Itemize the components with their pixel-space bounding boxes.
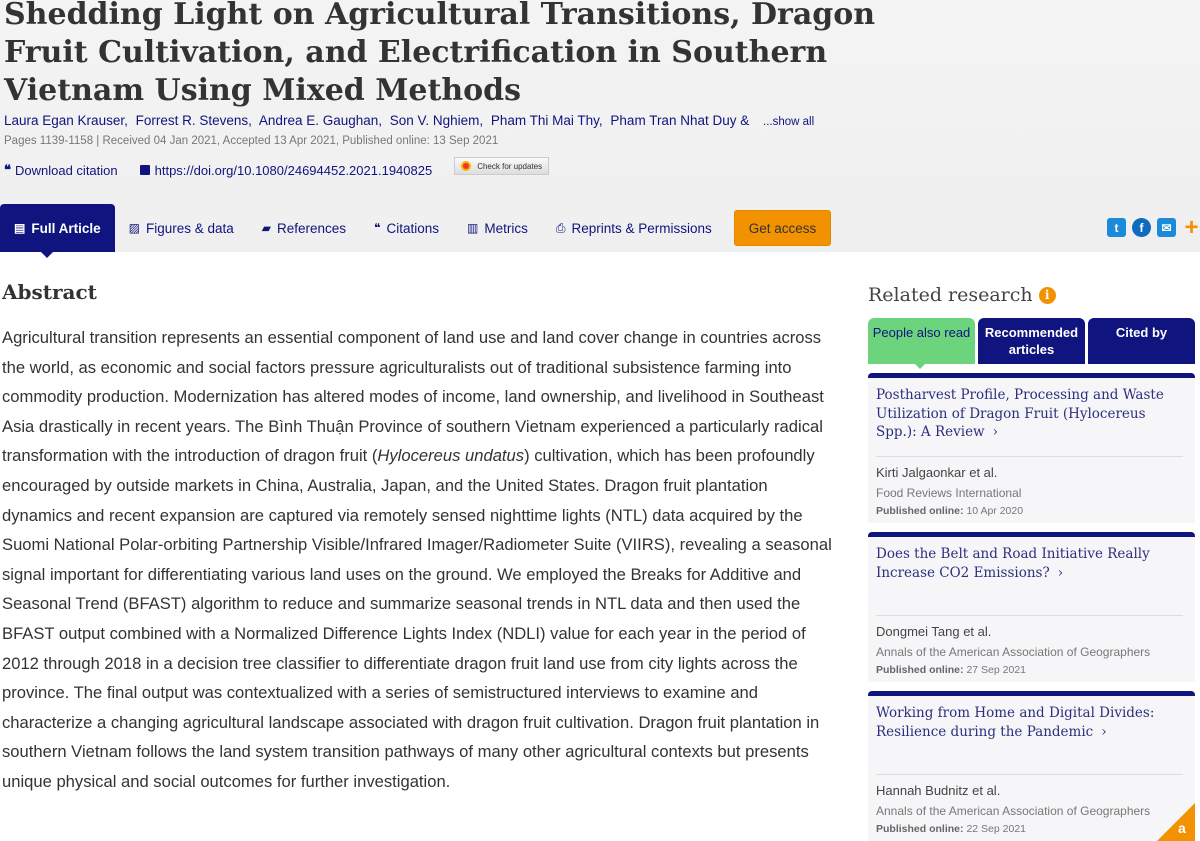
tab-label: Full Article — [31, 220, 101, 236]
related-article-link[interactable] — [876, 704, 1187, 774]
more-share-icon[interactable]: + — [1184, 213, 1199, 241]
tab-references[interactable] — [248, 204, 360, 252]
chevron-right-icon: › — [1101, 723, 1107, 740]
tab-recommended-articles[interactable]: Recommended articles — [978, 318, 1085, 364]
related-article-journal: Annals of the American Association of Geographers — [876, 645, 1151, 659]
bar-chart-icon: ▥ — [467, 221, 479, 235]
book-icon: ▰ — [261, 221, 271, 235]
published-date: 27 Sep 2021 — [966, 664, 1026, 676]
published-date: 10 Apr 2020 — [966, 505, 1024, 517]
info-icon[interactable]: i — [1039, 287, 1056, 304]
email-icon[interactable]: ✉ — [1157, 218, 1176, 237]
check-for-updates-button[interactable] — [454, 157, 549, 175]
download-citation-link[interactable]: Download citation — [15, 162, 118, 178]
chevron-right-icon: › — [1057, 564, 1064, 581]
tab-reprints-permissions[interactable] — [542, 204, 726, 252]
doi-link[interactable]: https://doi.org/10.1080/24694452.2021.1940825 — [154, 162, 433, 178]
author-link[interactable]: Pham Thi Mai Thy, — [490, 113, 603, 128]
related-research-heading: Related research — [868, 284, 1033, 306]
related-article-authors: Hannah Budnitz et al. — [876, 783, 1001, 798]
related-article-card — [868, 373, 1195, 523]
article-tabs — [0, 204, 831, 252]
species-name: Hylocereus undatus — [377, 446, 525, 466]
tab-label: References — [276, 220, 347, 236]
external-link-icon — [140, 165, 150, 175]
published-label: Published online: — [876, 505, 964, 517]
author-link[interactable]: Pham Tran Nhat Duy & — [610, 113, 750, 128]
print-icon: ⎙ — [555, 220, 566, 235]
related-article-title: Working from Home and Digital Divides: Resilience during the Pandemic — [876, 705, 1155, 740]
get-access-button[interactable]: Get access — [734, 210, 832, 246]
related-article-journal: Annals of the American Association of Geographers — [876, 804, 1151, 818]
share-icons — [1107, 213, 1200, 241]
document-icon: ▤ — [14, 221, 26, 235]
published-label: Published online: — [876, 664, 964, 676]
tab-label: Metrics — [484, 220, 528, 236]
crossmark-icon — [461, 161, 471, 171]
published-label: Published online: — [876, 823, 964, 835]
facebook-icon[interactable]: f — [1132, 218, 1151, 237]
article-header — [0, 0, 1200, 252]
related-article-link[interactable] — [876, 386, 1187, 456]
quote-icon: ❝ — [4, 162, 11, 177]
tab-citations[interactable] — [360, 204, 453, 252]
author-link[interactable]: Laura Egan Krauser, — [4, 113, 128, 128]
related-article-authors: Dongmei Tang et al. — [876, 624, 992, 639]
chevron-right-icon: › — [992, 424, 999, 440]
twitter-icon[interactable]: t — [1107, 218, 1126, 237]
published-date: 22 Sep 2021 — [966, 823, 1026, 835]
tab-label: Reprints & Permissions — [571, 220, 712, 236]
related-article-authors: Kirti Jalgaonkar et al. — [876, 465, 998, 480]
related-article-card — [868, 691, 1195, 841]
tab-people-also-read[interactable]: People also read — [868, 318, 975, 364]
open-access-icon: a — [1157, 803, 1195, 841]
related-article-card — [868, 532, 1195, 682]
tab-full-article[interactable] — [0, 204, 115, 252]
article-title: Shedding Light on Agricultural Transitions, Dragon Fruit Cultivation, and Electrification in Southern Vietnam Using Mixed Methods — [4, 0, 876, 108]
tab-figures-data[interactable] — [115, 204, 248, 252]
tab-metrics[interactable] — [453, 204, 542, 252]
show-all-authors-link[interactable]: ...show all — [763, 116, 815, 128]
image-icon: ▨ — [128, 221, 140, 235]
related-research-panel — [868, 284, 1195, 841]
quote-icon: ❝ — [374, 221, 381, 235]
publication-info: Pages 1139-1158 | Received 04 Jan 2021, Accepted 13 Apr 2021, Published online: 13 Sep 2021 — [4, 135, 499, 147]
abstract-text-part: ) cultivation, which has been profoundly encouraged by outside markets in China, Australia, Japan, and the United States. Dragon fruit plantation dynamics and recent expansion are captured via remotely sensed nighttime lights (NTL) data acquired by the Suomi National Polar-orbiting Partnership Visible/Infrared Imager/Radiometer Suite (VIIRS), revealing a seasonal signal important for differentiating various land uses on the ground. We employed the Breaks for Additive and Seasonal Trend (BFAST) algorithm to reduce and summarize seasonal trends in NTL data and then used the BFAST output combined with a Normalized Difference Lights Index (NDLI) value for each year in the period of 2012 through 2018 in a decision tree classifier to differentiate dragon fruit land use from city lights across the province. The final output was contextualized with a series of semistructured interviews to examine and characterize a changing agricultural landscape associated with dragon fruit cultivation. Dragon fruit plantation in southern Vietnam follows the land system transition pathways of many other agricultural contexts but presents unique physical and social outcomes for further investigation. — [2, 446, 832, 791]
author-list — [4, 113, 818, 128]
author-link[interactable]: Forrest R. Stevens, — [135, 113, 252, 128]
tab-label: Citations — [386, 220, 440, 236]
related-article-link[interactable] — [876, 545, 1187, 615]
tab-cited-by[interactable]: Cited by — [1088, 318, 1195, 364]
abstract-text-part: Agricultural transition represents an essential component of land use and land cover change in countries across the world, as economic and social factors pressure agriculturalists out of traditional subsistence farming into commodity production. Modernization has altered modes of income, land ownership, and livelihood in Southeast Asia drastically in recent years. The Bình Thuận Province of southern Vietnam experienced a particularly radical transformation with the introduction of dragon fruit ( — [2, 328, 824, 466]
abstract-heading: Abstract — [2, 280, 97, 304]
abstract-text — [2, 323, 832, 797]
check-for-updates-label: Check for updates — [477, 161, 543, 171]
author-link[interactable]: Son V. Nghiem, — [389, 113, 484, 128]
related-article-title: Postharvest Profile, Processing and Waste Utilization of Dragon Fruit (Hylocereus Spp.): A Review — [876, 387, 1164, 440]
related-article-journal: Food Reviews International — [876, 486, 1022, 500]
tab-label: Figures & data — [145, 220, 234, 236]
author-link[interactable]: Andrea E. Gaughan, — [258, 113, 383, 128]
related-article-title: Does the Belt and Road Initiative Really Increase CO2 Emissions? — [876, 546, 1150, 581]
